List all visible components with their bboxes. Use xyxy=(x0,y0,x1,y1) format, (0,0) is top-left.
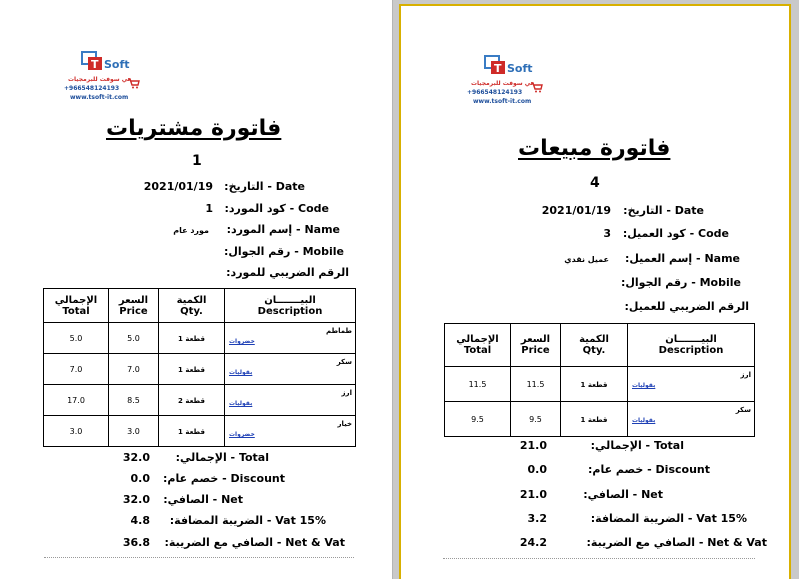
invoice-number: 1 xyxy=(192,153,202,169)
discount-label: Discount - خصم عام: xyxy=(162,472,285,485)
row-total: 5.0 xyxy=(44,323,109,354)
total-value: 21.0 xyxy=(519,439,547,452)
tax-number-label: الرقم الضريبي للعميل: xyxy=(624,300,749,313)
footer-divider xyxy=(443,558,755,559)
qty-column-header: الكمية Qty. xyxy=(159,289,225,323)
row-price: 5.0 xyxy=(109,323,159,354)
net-vat-label: Net & Vat - الصافي مع الضريبة: xyxy=(164,536,345,549)
net-vat-value: 24.2 xyxy=(519,536,547,549)
vat-label: Vat 15% - الضريبة المضافة: xyxy=(590,512,747,525)
logo-brand: Soft xyxy=(104,58,130,71)
date-value: 2021/01/19 xyxy=(541,204,611,217)
customer-code-label: Code - كود العميل: xyxy=(622,227,729,240)
row-total: 3.0 xyxy=(44,416,109,447)
supplier-code-value: 1 xyxy=(205,202,213,215)
net-value: 32.0 xyxy=(122,493,150,506)
row-price: 11.5 xyxy=(511,367,561,402)
description-column-header: البيـــــــان Description xyxy=(628,324,755,367)
description-column-header: البيـــــــان Description xyxy=(225,289,356,323)
total-column-header: الإجمالي Total xyxy=(44,289,109,323)
svg-text:T: T xyxy=(91,58,99,71)
logo-brand: Soft xyxy=(507,62,533,75)
row-description: طماطم خضروات xyxy=(225,323,356,354)
row-qty: 1 قطعة xyxy=(561,402,628,437)
table-row xyxy=(445,367,755,402)
tsoft-logo-icon xyxy=(483,54,507,76)
table-row xyxy=(44,416,356,447)
svg-text:T: T xyxy=(494,62,502,75)
row-total: 9.5 xyxy=(445,402,511,437)
customer-name-label: Name - إسم العميل: xyxy=(624,252,740,265)
invoice-title: فاتورة مشتريات xyxy=(106,116,282,141)
purchase-invoice-page xyxy=(0,0,393,579)
date-value: 2021/01/19 xyxy=(143,180,213,193)
date-label: Date - التاريخ: xyxy=(623,204,704,217)
price-column-header: السعر Price xyxy=(109,289,159,323)
row-price: 3.0 xyxy=(109,416,159,447)
items-table xyxy=(444,323,755,437)
price-column-header: السعر Price xyxy=(511,324,561,367)
vat-label: Vat 15% - الضريبة المضافة: xyxy=(169,514,326,527)
net-vat-label: Net & Vat - الصافي مع الضريبة: xyxy=(586,536,767,549)
tsoft-logo-icon xyxy=(80,50,104,72)
row-qty: 2 قطعة xyxy=(159,385,225,416)
supplier-name-label: Name - إسم المورد: xyxy=(226,223,340,236)
mobile-label: Mobile - رقم الجوال: xyxy=(223,245,344,258)
table-header-row xyxy=(44,289,356,323)
row-price: 7.0 xyxy=(109,354,159,385)
row-description: سكر بقوليات xyxy=(628,402,755,437)
invoice-title: فاتورة مبيعات xyxy=(518,136,671,161)
row-description: ارز بقوليات xyxy=(225,385,356,416)
logo-phone: +966548124193 xyxy=(64,85,120,92)
row-qty: 1 قطعة xyxy=(561,367,628,402)
logo-website: www.tsoft-it.com xyxy=(473,98,532,105)
net-label: Net - الصافي: xyxy=(163,493,243,506)
logo-website: www.tsoft-it.com xyxy=(70,94,129,101)
row-total: 11.5 xyxy=(445,367,511,402)
net-vat-value: 36.8 xyxy=(122,536,150,549)
customer-name-value: عميل نقدي xyxy=(564,255,609,264)
total-value: 32.0 xyxy=(122,451,150,464)
row-qty: 1 قطعة xyxy=(159,354,225,385)
table-row xyxy=(44,323,356,354)
tax-number-label: الرقم الضريبي للمورد: xyxy=(226,266,349,279)
total-label: Total - الإجمالي: xyxy=(175,451,269,464)
discount-value: 0.0 xyxy=(130,472,150,485)
vat-value: 3.2 xyxy=(527,512,547,525)
total-column-header: الإجمالي Total xyxy=(445,324,511,367)
date-label: Date - التاريخ: xyxy=(224,180,305,193)
row-description: سكر بقوليات xyxy=(225,354,356,385)
footer-divider xyxy=(44,557,354,558)
cart-icon xyxy=(531,82,543,93)
supplier-code-label: Code - كود المورد: xyxy=(224,202,329,215)
row-price: 8.5 xyxy=(109,385,159,416)
table-header-row xyxy=(445,324,755,367)
supplier-name-value: مورد عام xyxy=(173,226,209,235)
company-logo xyxy=(64,48,144,108)
net-value: 21.0 xyxy=(519,488,547,501)
table-row xyxy=(44,385,356,416)
total-label: Total - الإجمالي: xyxy=(590,439,684,452)
invoice-number: 4 xyxy=(590,175,600,191)
vat-value: 4.8 xyxy=(130,514,150,527)
items-table xyxy=(43,288,356,447)
discount-value: 0.0 xyxy=(527,463,547,476)
row-total: 7.0 xyxy=(44,354,109,385)
logo-phone: +966548124193 xyxy=(467,89,523,96)
customer-code-value: 3 xyxy=(603,227,611,240)
row-description: خيار خضروات xyxy=(225,416,356,447)
discount-label: Discount - خصم عام: xyxy=(587,463,710,476)
table-row xyxy=(445,402,755,437)
row-qty: 1 قطعة xyxy=(159,416,225,447)
sales-invoice-page xyxy=(399,4,791,579)
row-qty: 1 قطعة xyxy=(159,323,225,354)
logo-arabic-name: تي سوفت للبرمجيات xyxy=(68,76,131,83)
logo-arabic-name: تي سوفت للبرمجيات xyxy=(471,80,534,87)
cart-icon xyxy=(128,78,140,89)
table-row xyxy=(44,354,356,385)
company-logo xyxy=(467,52,547,112)
qty-column-header: الكمية Qty. xyxy=(561,324,628,367)
row-price: 9.5 xyxy=(511,402,561,437)
row-description: ارز بقوليات xyxy=(628,367,755,402)
row-total: 17.0 xyxy=(44,385,109,416)
mobile-label: Mobile - رقم الجوال: xyxy=(620,276,741,289)
net-label: Net - الصافي: xyxy=(583,488,663,501)
